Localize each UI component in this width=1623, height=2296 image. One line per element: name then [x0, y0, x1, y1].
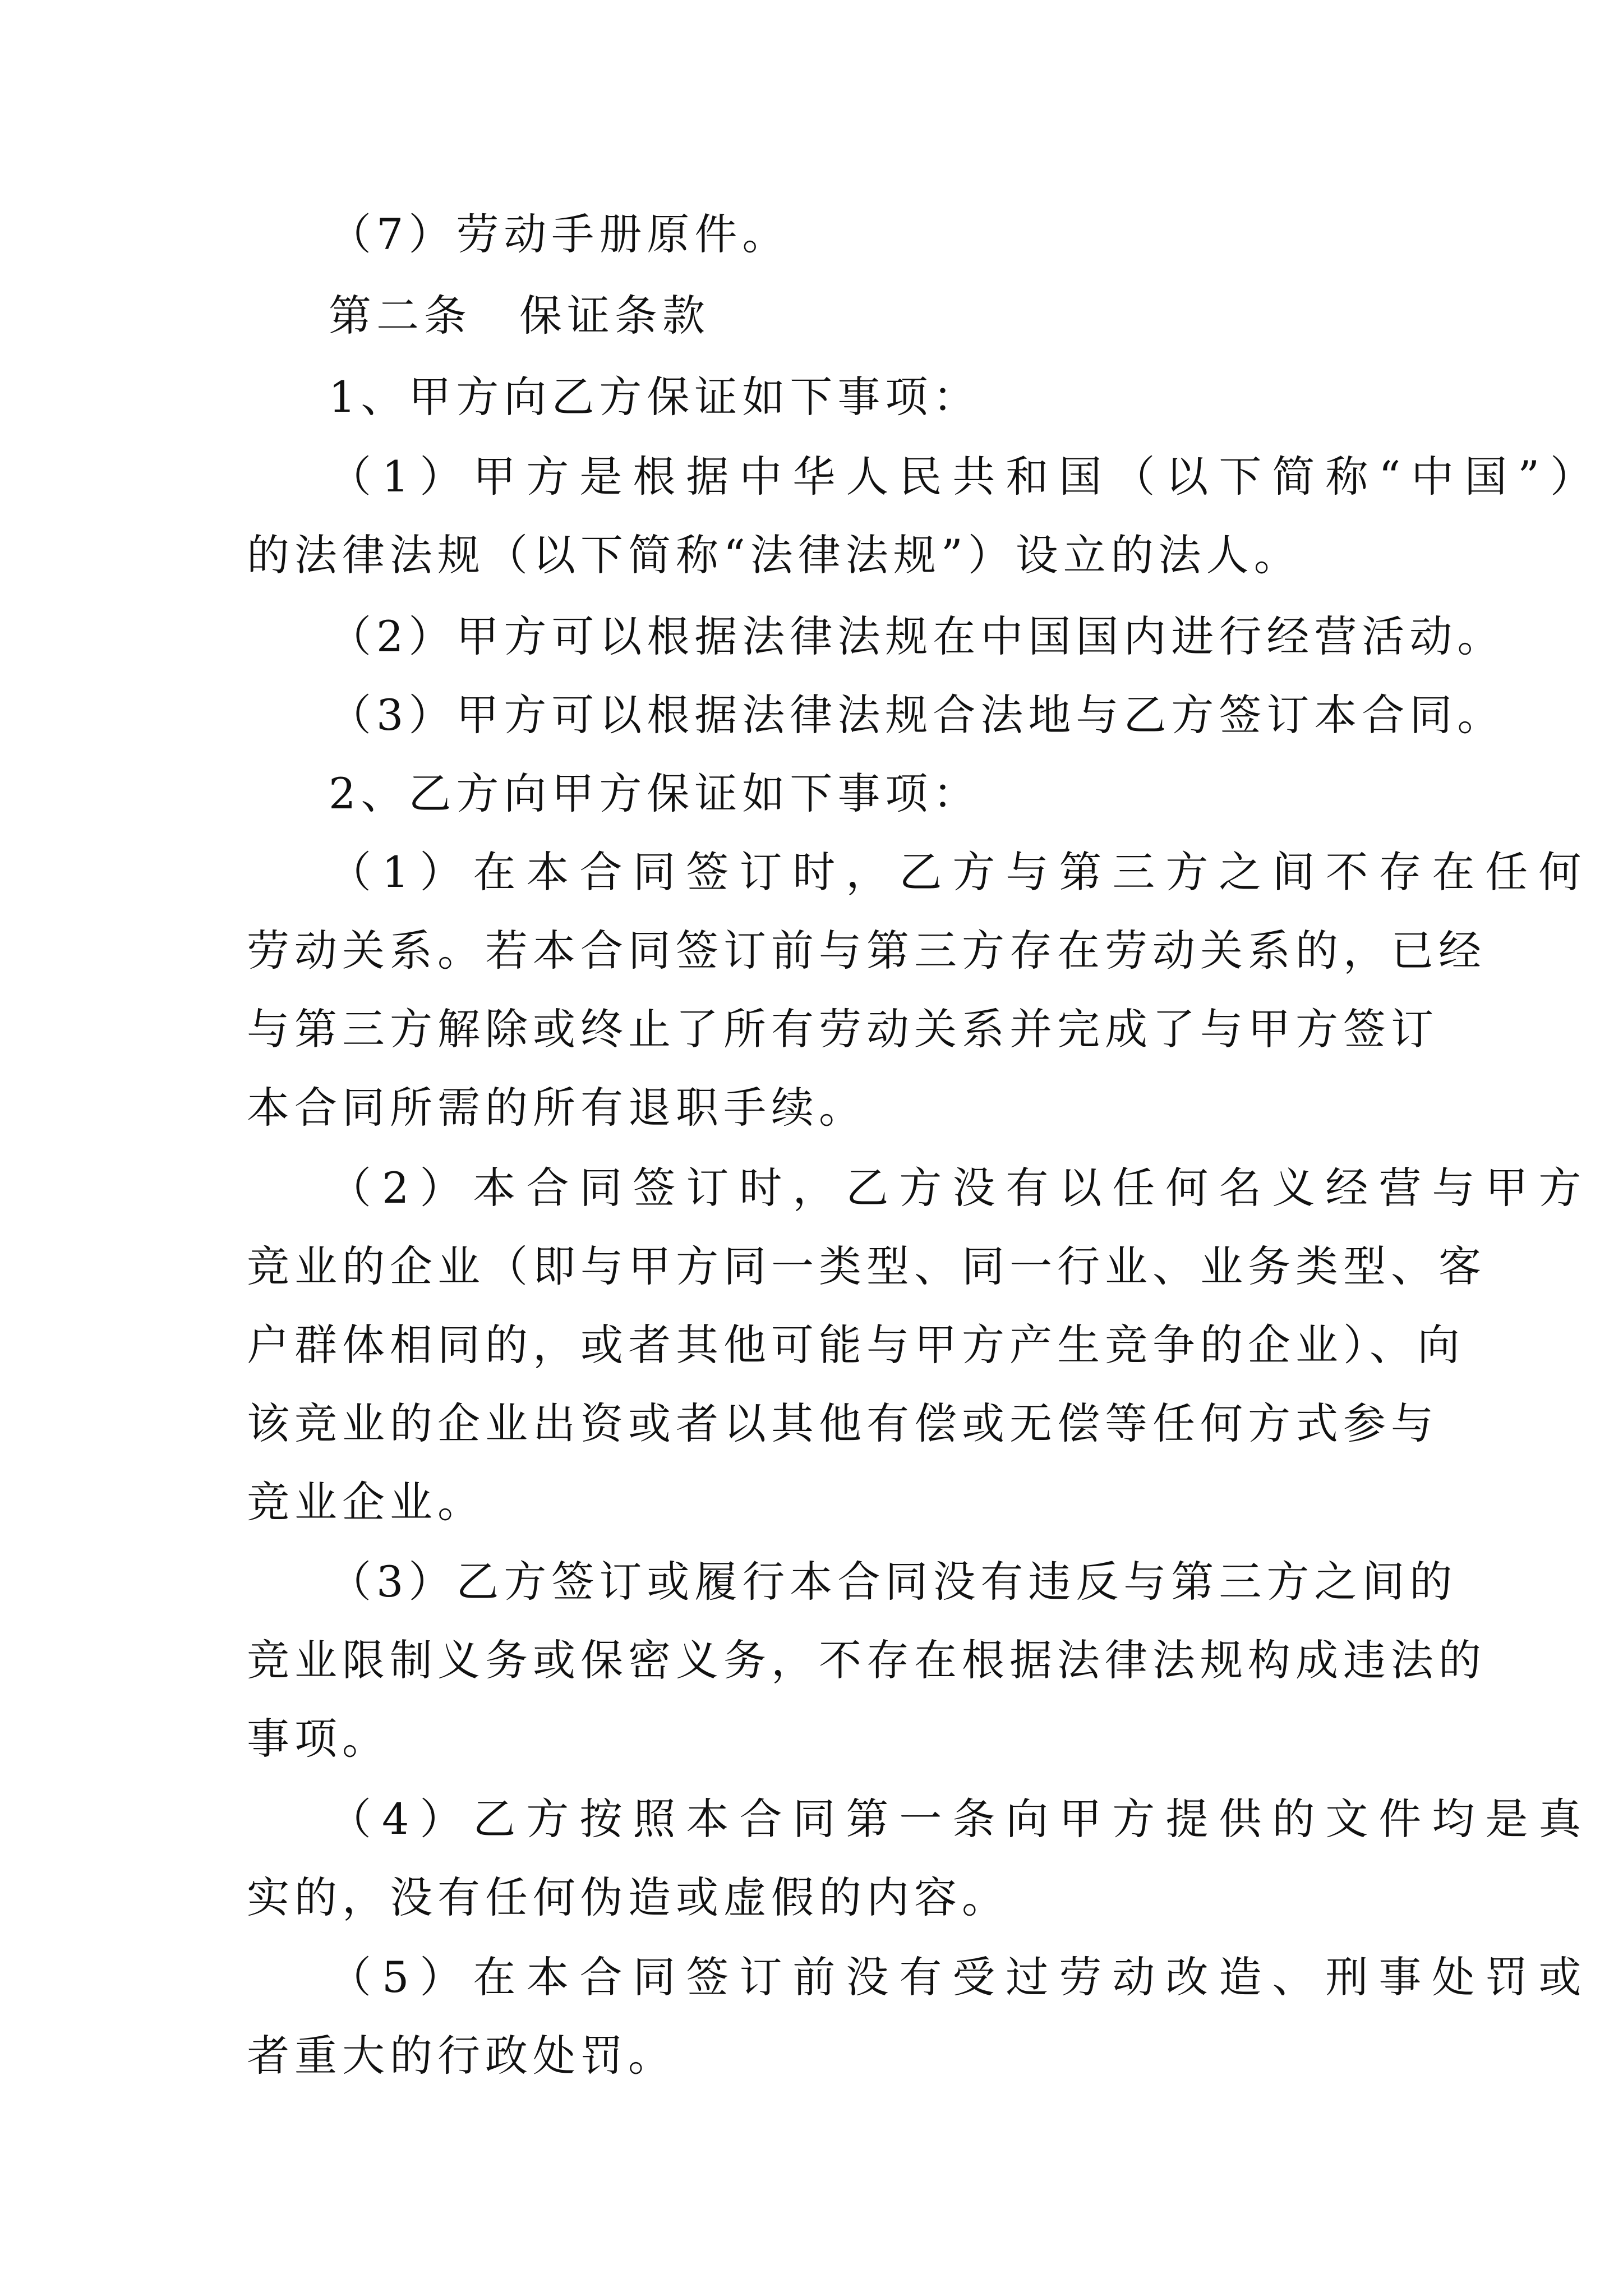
text-line: （7）劳动手册原件。 [329, 209, 790, 259]
text-line: 实的，没有任何伪造或虚假的内容。 [247, 1872, 1009, 1922]
text-line: 户群体相同的，或者其他可能与甲方产生竞争的企业）、向 [247, 1320, 1465, 1370]
text-line: （5）在本合同签订前没有受过劳动改造、刑事处罚或 [329, 1952, 1592, 2002]
text-line: 本合同所需的所有退职手续。 [247, 1083, 866, 1133]
text-line: （3）乙方签订或履行本合同没有违反与第三方之间的 [329, 1557, 1458, 1607]
text-line: （1）甲方是根据中华人民共和国（以下简称“中国”） [329, 452, 1604, 501]
text-line: （4）乙方按照本合同第一条向甲方提供的文件均是真 [329, 1794, 1592, 1844]
text-line: 的法律法规（以下简称“法律法规”）设立的法人。 [247, 530, 1302, 580]
text-line: 该竞业的企业出资或者以其他有偿或无偿等任何方式参与 [247, 1398, 1438, 1448]
text-line: （1）在本合同签订时，乙方与第三方之间不存在任何 [329, 847, 1592, 897]
article-heading: 第二条 保证条款 [329, 291, 710, 341]
text-line: 事项。 [247, 1714, 390, 1764]
text-line: 者重大的行政处罚。 [247, 2031, 676, 2081]
text-line: （3）甲方可以根据法律法规合法地与乙方签订本合同。 [329, 690, 1505, 740]
text-line: 1、甲方向乙方保证如下事项： [329, 372, 981, 422]
text-line: 2、乙方向甲方保证如下事项： [329, 769, 981, 818]
text-line: 竞业的企业（即与甲方同一类型、同一行业、业务类型、客 [247, 1241, 1486, 1291]
text-line: 竞业企业。 [247, 1477, 485, 1527]
text-line: （2）甲方可以根据法律法规在中国国内进行经营活动。 [329, 611, 1505, 661]
text-line: 劳动关系。若本合同签订前与第三方存在劳动关系的，已经 [247, 926, 1486, 976]
text-line: （2）本合同签订时，乙方没有以任何名义经营与甲方 [329, 1163, 1592, 1213]
text-line: 与第三方解除或终止了所有劳动关系并完成了与甲方签订 [247, 1004, 1438, 1054]
text-line: 竞业限制义务或保密义务，不存在根据法律法规构成违法的 [247, 1635, 1486, 1685]
